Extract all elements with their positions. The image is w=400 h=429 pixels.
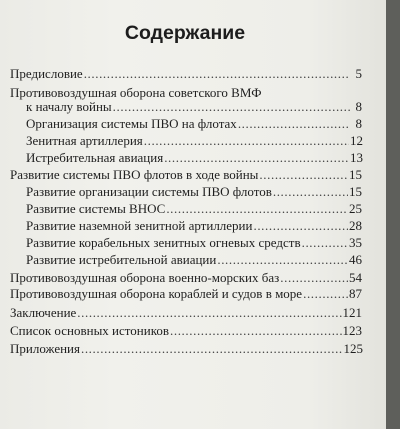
toc-leader xyxy=(302,235,348,251)
toc-leader xyxy=(170,323,342,339)
toc-page-number: 8 xyxy=(355,99,362,114)
toc-entry-title: Организация системы ПВО на флотах xyxy=(26,116,237,131)
toc-page-number: 15 xyxy=(349,184,362,199)
toc-entry-title: Заключение xyxy=(10,305,77,320)
toc-entry-title: Развитие наземной зенитной артиллерии xyxy=(26,218,253,233)
toc-leader xyxy=(144,133,349,149)
toc-entry-title: Развитие организации системы ПВО флотов xyxy=(26,184,272,199)
toc-page-number: 12 xyxy=(350,133,363,148)
toc-entry xyxy=(10,286,362,302)
toc-entry xyxy=(26,218,362,234)
toc-entry xyxy=(26,150,363,166)
toc-page-number: 54 xyxy=(349,270,362,285)
toc-entry-title: Развитие истребительной авиации xyxy=(26,252,217,267)
toc-leader xyxy=(273,184,348,200)
toc-entry xyxy=(26,252,362,268)
toc-page-number: 25 xyxy=(349,201,362,216)
toc-entry xyxy=(10,323,362,339)
toc-page-number: 123 xyxy=(342,323,362,338)
toc-entry-title: Противовоздушная оборона советского ВМФ xyxy=(10,85,262,100)
toc-page-number: 46 xyxy=(349,252,362,267)
toc-entry-title: Предисловие xyxy=(10,66,83,81)
toc-page-number: 8 xyxy=(355,116,362,131)
page-title: Содержание xyxy=(124,22,246,44)
toc-page-number: 28 xyxy=(349,218,362,233)
toc-entry xyxy=(26,99,362,115)
toc-entry-title: к началу войны xyxy=(26,99,112,114)
toc-entry-title: Развитие системы ПВО флотов в ходе войны xyxy=(10,167,259,182)
toc-entry-title: Список основных истоников xyxy=(10,323,169,338)
toc-entry-title: Зенитная артиллерия xyxy=(26,133,143,148)
toc-entry-title: Истребительная авиация xyxy=(26,150,164,165)
toc-leader xyxy=(84,66,350,82)
toc-leader xyxy=(81,341,343,357)
toc-entry xyxy=(26,133,363,149)
toc-entry xyxy=(26,235,362,251)
toc-leader xyxy=(166,201,348,217)
toc-leader xyxy=(113,99,350,115)
toc-entry xyxy=(26,184,362,200)
toc-page-number: 13 xyxy=(350,150,363,165)
toc-page-number: 5 xyxy=(355,66,362,81)
toc-leader xyxy=(77,305,341,321)
toc-entry xyxy=(10,66,362,82)
toc-leader xyxy=(217,252,348,268)
toc-page-number: 121 xyxy=(342,305,362,320)
toc-leader xyxy=(253,218,348,234)
toc-entry xyxy=(10,341,363,357)
toc-page-number: 35 xyxy=(349,235,362,250)
toc-entry xyxy=(10,167,362,183)
toc-entry xyxy=(10,270,362,286)
toc-entry xyxy=(26,116,362,132)
toc-page-number: 15 xyxy=(349,167,362,182)
toc-page-number: 87 xyxy=(349,286,362,301)
toc-entry xyxy=(10,305,362,321)
toc-entry-title: Приложения xyxy=(10,341,80,356)
toc-page-number: 125 xyxy=(343,341,363,356)
toc-leader xyxy=(164,150,349,166)
toc-entry-title: Противовоздушная оборона военно-морских баз xyxy=(10,270,280,285)
toc-entry xyxy=(26,201,362,217)
toc-leader xyxy=(259,167,348,183)
toc-leader xyxy=(303,286,348,302)
toc-leader xyxy=(238,116,350,132)
toc-leader xyxy=(280,270,348,286)
toc-entry-title: Развитие корабельных зенитных огневых средств xyxy=(26,235,301,250)
toc-entry-title: Противовоздушная оборона кораблей и судов в море xyxy=(10,286,303,301)
toc-entry-title: Развитие системы ВНОС xyxy=(26,201,166,216)
